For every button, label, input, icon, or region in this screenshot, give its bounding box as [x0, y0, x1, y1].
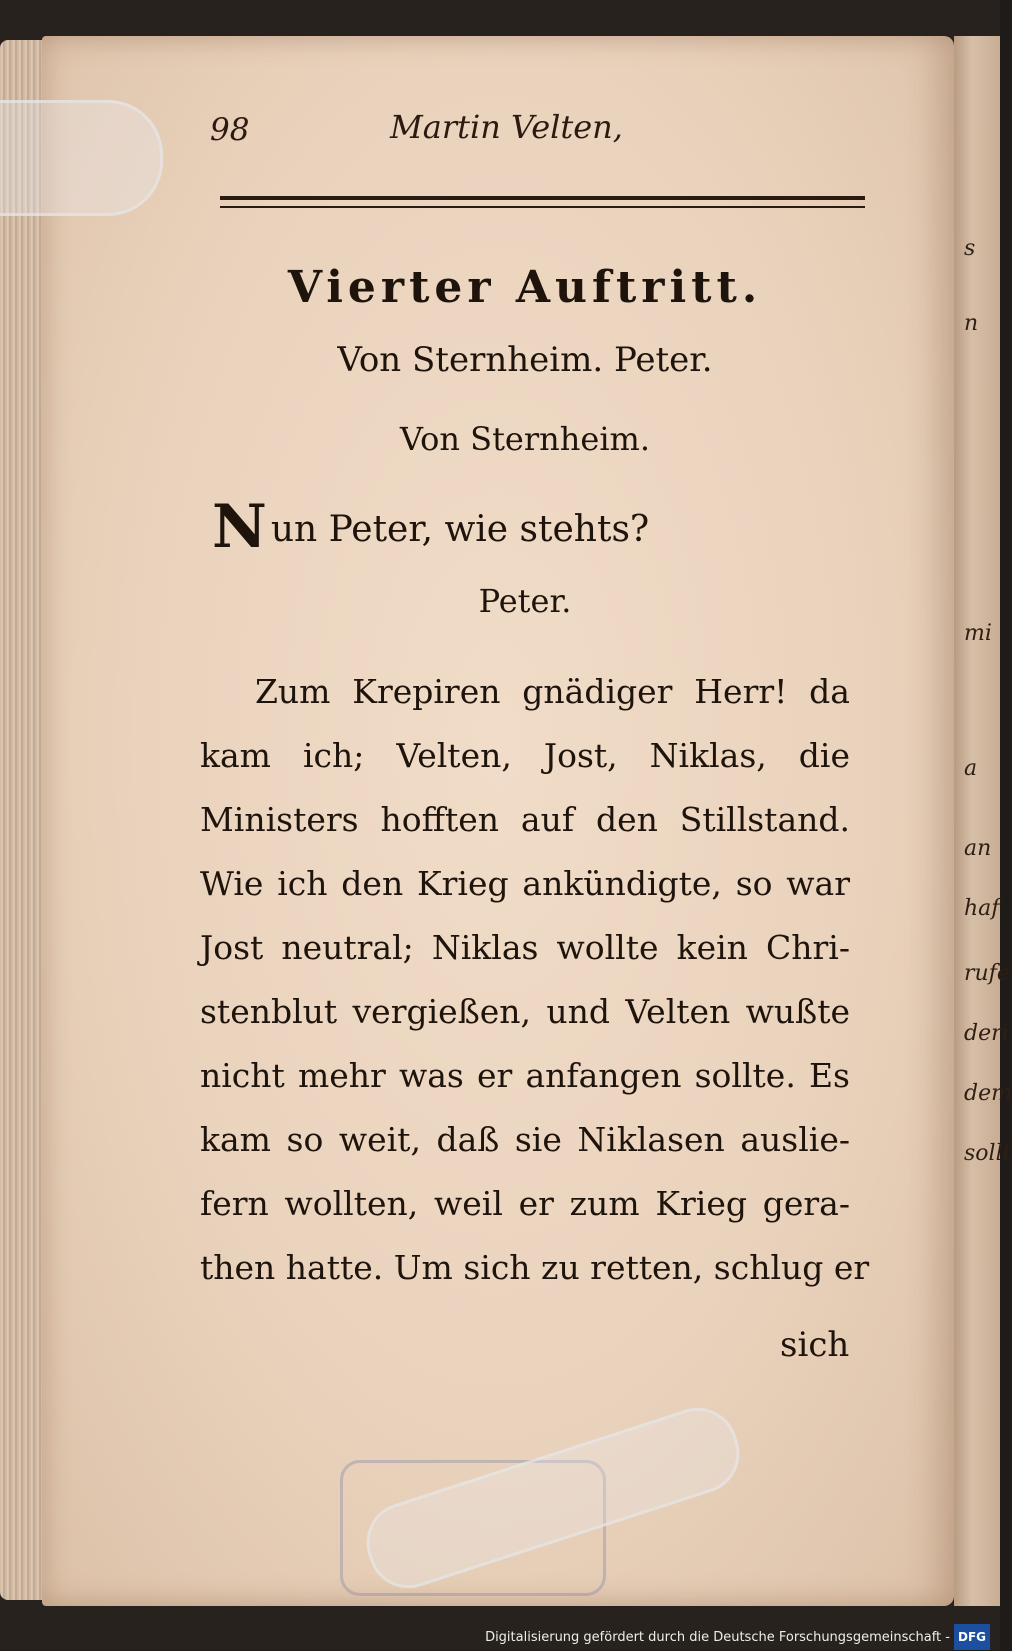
text-line: kam so weit, daß sie Niklasen auslie- [200, 1120, 850, 1159]
next-page-fragment: rufe [964, 961, 1010, 986]
text-line: then hatte. Um sich zu retten, schlug er [200, 1248, 870, 1287]
text-line: stenblut vergießen, und Velten wußte [200, 992, 850, 1031]
next-page-fragment: haf [964, 896, 1000, 921]
speaker-label: Von Sternheim. [399, 420, 651, 458]
text-line: Wie ich den Krieg ankündigte, so war [200, 864, 850, 903]
dialogue-text: un Peter, wie stehts? [270, 509, 650, 550]
next-page-fragment: dem [964, 1081, 1012, 1106]
text-line: kam ich; Velten, Jost, Niklas, die [200, 736, 850, 775]
dialogue-line [212, 492, 649, 562]
header-rule [220, 196, 865, 208]
drop-cap: N [212, 492, 267, 562]
text-line: Zum Krepiren gnädiger Herr! da [255, 672, 850, 711]
next-page-fragment: n [964, 311, 979, 336]
text-line: Ministers hofften auf den Stillstand. [200, 800, 850, 839]
page-number: 98 [210, 112, 250, 148]
scene-title: Vierter Auftritt. [287, 262, 763, 313]
footer-credit [479, 1624, 996, 1650]
next-page-fragment: mi [964, 621, 992, 646]
running-title: Martin Velten, [390, 108, 623, 146]
speaker-label: Peter. [478, 582, 572, 620]
next-page-fragment: a [964, 756, 978, 781]
next-page-fragment: an [964, 836, 992, 861]
next-page-edge [954, 36, 1012, 1606]
next-page-fragment: deri [964, 1021, 1009, 1046]
text-line: nicht mehr was er anfangen sollte. Es [200, 1056, 850, 1095]
scene-characters: Von Sternheim. Peter. [337, 340, 713, 380]
text-line: fern wollten, weil er zum Krieg gera- [200, 1184, 850, 1223]
next-page-fragment: s [964, 236, 976, 261]
next-page-fragment: sollt [964, 1141, 1012, 1166]
dfg-logo: DFG [954, 1624, 990, 1650]
catchword: sich [780, 1325, 850, 1365]
footer-text: Digitalisierung gefördert durch die Deutsche Forschungsgemeinschaft - [485, 1630, 950, 1645]
page-clip-top [0, 100, 163, 216]
text-line: Jost neutral; Niklas wollte kein Chri- [200, 928, 850, 967]
